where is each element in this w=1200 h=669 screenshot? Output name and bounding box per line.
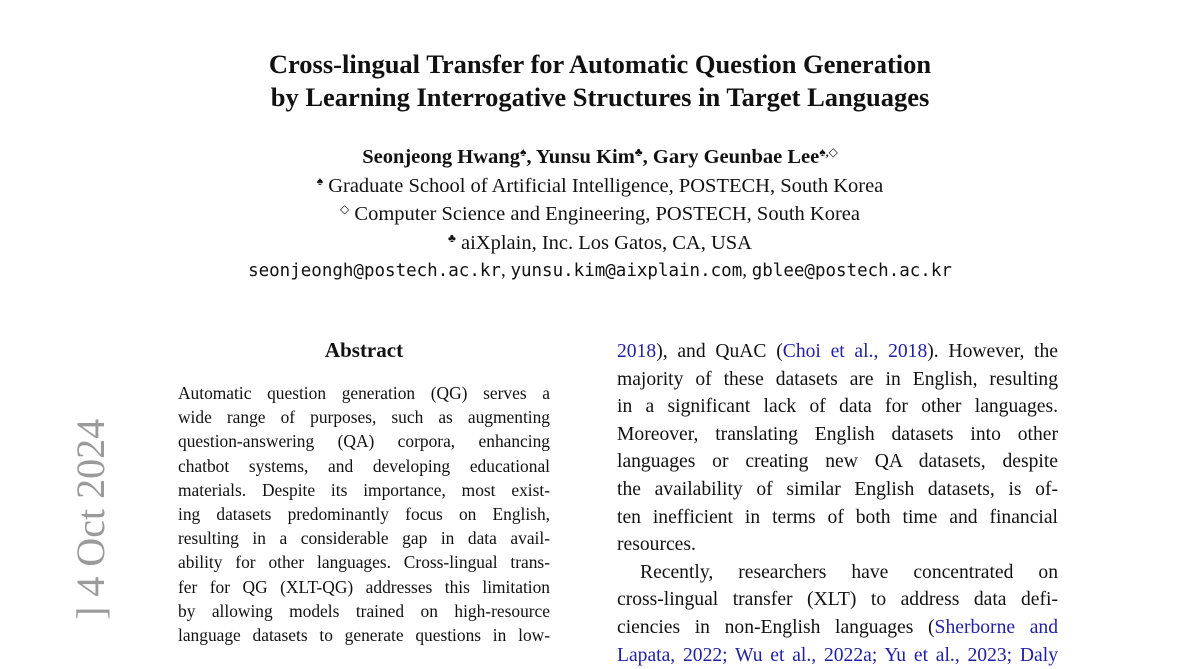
abstract-line: ing datasets predominantly focus on English, [178,504,550,525]
abstract-line: Automatic question generation (QG) serves a [178,383,550,403]
body-line: languages or creating new QA datasets, despite [617,451,1058,473]
author-mark: ♠ [519,145,527,159]
body-line [617,614,1058,642]
email-link[interactable]: gblee@postech.ac.kr [751,261,952,281]
abstract-line: by allowing models trained on high-resource [178,600,550,621]
body-line: Recently, researchers have concentrated on [640,561,1058,583]
email-link[interactable]: seonjeongh@postech.ac.kr [248,261,501,281]
abstract-line: chatbot systems, and developing educational [178,455,550,476]
affiliation-symbol: ♠ [316,174,324,188]
abstract-heading: Abstract [324,338,404,362]
citation-link[interactable]: Lapata, 2022; Wu et al., 2022a; Yu et al., 2023; Daly [617,644,1058,666]
arxiv-stamp-text: ] 4 Oct 2024 [68,418,113,620]
author-name: Yunsu Kim [535,146,635,168]
affiliation [0,200,1200,228]
citation-link[interactable]: Sherborne and [934,616,1059,638]
author-mark: ♠,◇ [819,145,838,159]
body-line: ten inefficient in terms of both time and financial [617,506,1058,528]
author-name: Seonjeong Hwang [362,146,520,168]
body-text: ), and QuAC ( [656,341,783,362]
body-text: ). However, the [927,341,1058,362]
body-line [617,338,1058,366]
affiliation [0,229,1200,257]
abstract-line: materials. Despite its importance, most exist- [178,479,550,500]
affiliation-text: Graduate School of Artificial Intelligence, POSTECH, South Korea [328,175,884,197]
citation-link[interactable]: 2018 [617,341,657,362]
abstract-line: resulting in a considerable gap in data avail- [178,528,550,549]
email-link[interactable]: yunsu.kim@aixplain.com [510,261,743,281]
body-line: majority of these datasets are in English, resulting [617,368,1058,390]
abstract-line: ability for other languages. Cross-lingual trans- [178,552,550,573]
affiliation [0,172,1200,200]
body-line [617,642,1058,669]
body-line: the availability of similar English datasets, is of- [617,478,1058,500]
citation-link[interactable]: Choi et al., 2018 [782,341,928,362]
abstract-body [178,381,550,647]
affiliation-symbol: ◇ [340,202,350,216]
affiliation-symbol: ♣ [448,231,456,245]
title-line: by Learning Interrogative Structures in Target Languages [270,82,930,112]
body-line: Moreover, translating English datasets into other [617,423,1058,445]
abstract-line: question-answering (QA) corpora, enhancing [178,431,550,452]
body-text: ciencies in non-English languages ( [617,616,935,638]
author-emails: seonjeongh@postech.ac.kr, yunsu.kim@aixplain.com, gblee@postech.ac.kr [248,260,952,281]
author-name: Gary Geunbae Lee [652,146,820,168]
author-separator: , [642,146,653,168]
abstract-line: language datasets to generate questions in low- [178,625,550,646]
body-line: resources. [617,534,696,556]
body-line: in a significant lack of data for other languages. [617,396,1058,418]
title-line: Cross-lingual Transfer for Automatic Question Generation [268,49,932,79]
paper-title [0,48,1200,114]
author-list [0,143,1200,171]
affiliation-text: aiXplain, Inc. Los Gatos, CA, USA [461,232,752,254]
arxiv-stamp [28,418,113,648]
abstract-line: fer for QG (XLT-QG) addresses this limitation [178,576,550,597]
body-line: cross-lingual transfer (XLT) to address data defi- [617,589,1058,611]
intro-column [617,338,1058,669]
affiliation-text: Computer Science and Engineering, POSTECH, South Korea [354,203,860,225]
author-mark: ♣ [634,145,643,159]
author-separator: , [526,146,536,168]
abstract-line: wide range of purposes, such as augmenting [178,407,550,428]
